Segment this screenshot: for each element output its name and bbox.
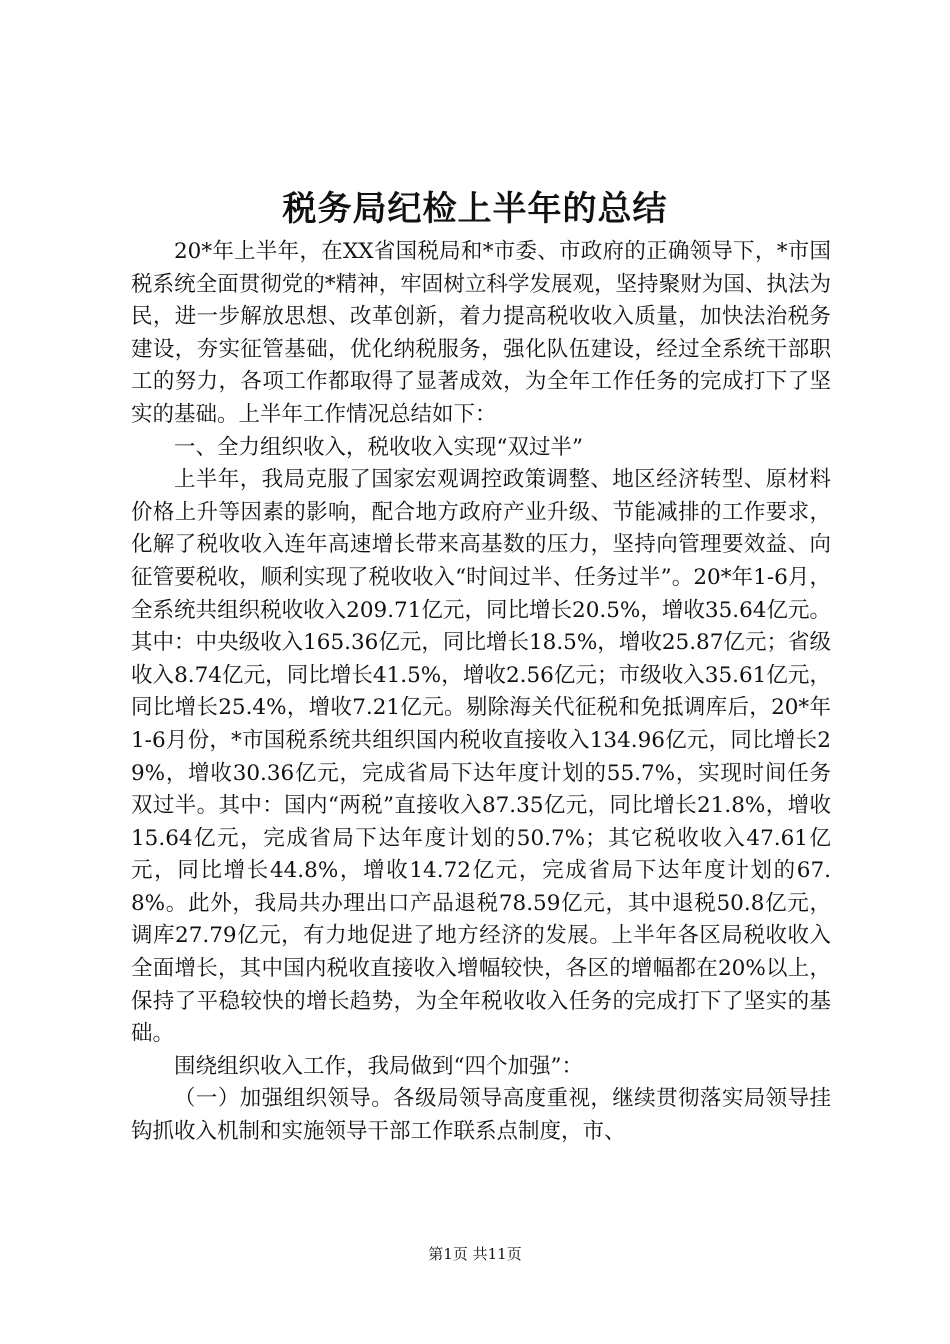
paragraph-intro: 20*年上半年，在XX省国税局和*市委、市政府的正确领导下，*市国税系统全面贯彻党的*精神，牢固树立科学发展观，坚持聚财为国、执法为民，进一步解放思想、改革创新，着力提高税收收入质量，加快法治税务建设，夯实征管基础，优化纳税服务，强化队伍建设，经过全系统干部职工的努力，各项工作都取得了显著成效，为全年工作任务的完成打下了坚实的基础。上半年工作情况总结如下： <box>131 239 831 427</box>
document-body <box>131 236 831 1149</box>
document-title: 税务局纪检上半年的总结 <box>282 189 668 229</box>
paragraph-revenue: 上半年，我局克服了国家宏观调控政策调整、地区经济转型、原材料价格上升等因素的影响，配合地方政府产业升级、节能减排的工作要求，化解了税收收入连年高速增长带来高基数的压力，坚持向管理要效益、向征管要税收，顺利实现了税收收入“时间过半、任务过半”。20*年1-6月，全系统共组织税收收入209.71亿元，同比增长20.5%，增收35.64亿元。其中：中央级收入165.36亿元，同比增长18.5%，增收25.87亿元；省级收入8.74亿元，同比增长41.5%，增收2.56亿元；市级收入35.61亿元，同比增长25.4%，增收7.21亿元。剔除海关代征税和免抵调库后，20*年1-6月份，*市国税系统共组织国内税收直接收入134.96亿元，同比增长29%，增收30.36亿元，完成省局下达年度计划的55.7%，实现时间任务双过半。其中：国内“两税”直接收入87.35亿元，同比增长21.8%，增收15.64亿元，完成省局下达年度计划的50.7%；其它税收收入47.61亿元，同比增长44.8%，增收14.72亿元，完成省局下达年度计划的67.8%。此外，我局共办理出口产品退税78.59亿元，其中退税50.8亿元，调库27.79亿元，有力地促进了地方经济的发展。上半年各区局税收收入全面增长，其中国内税收直接收入增幅较快，各区的增幅都在20%以上，保持了平稳较快的增长趋势，为全年税收收入任务的完成打下了坚实的基础。 <box>131 467 831 1047</box>
page-number-footer: 第1页 共11页 <box>428 1245 522 1263</box>
section-heading-1: 一、全力组织收入，税收收入实现“双过半” <box>174 434 583 460</box>
paragraph-four-strengthen: 围绕组织收入工作，我局做到“四个加强”： <box>174 1053 583 1079</box>
paragraph-leadership: （一）加强组织领导。各级局领导高度重视，继续贯彻落实局领导挂钩抓收入机制和实施领导干部工作联系点制度，市、 <box>131 1086 831 1145</box>
